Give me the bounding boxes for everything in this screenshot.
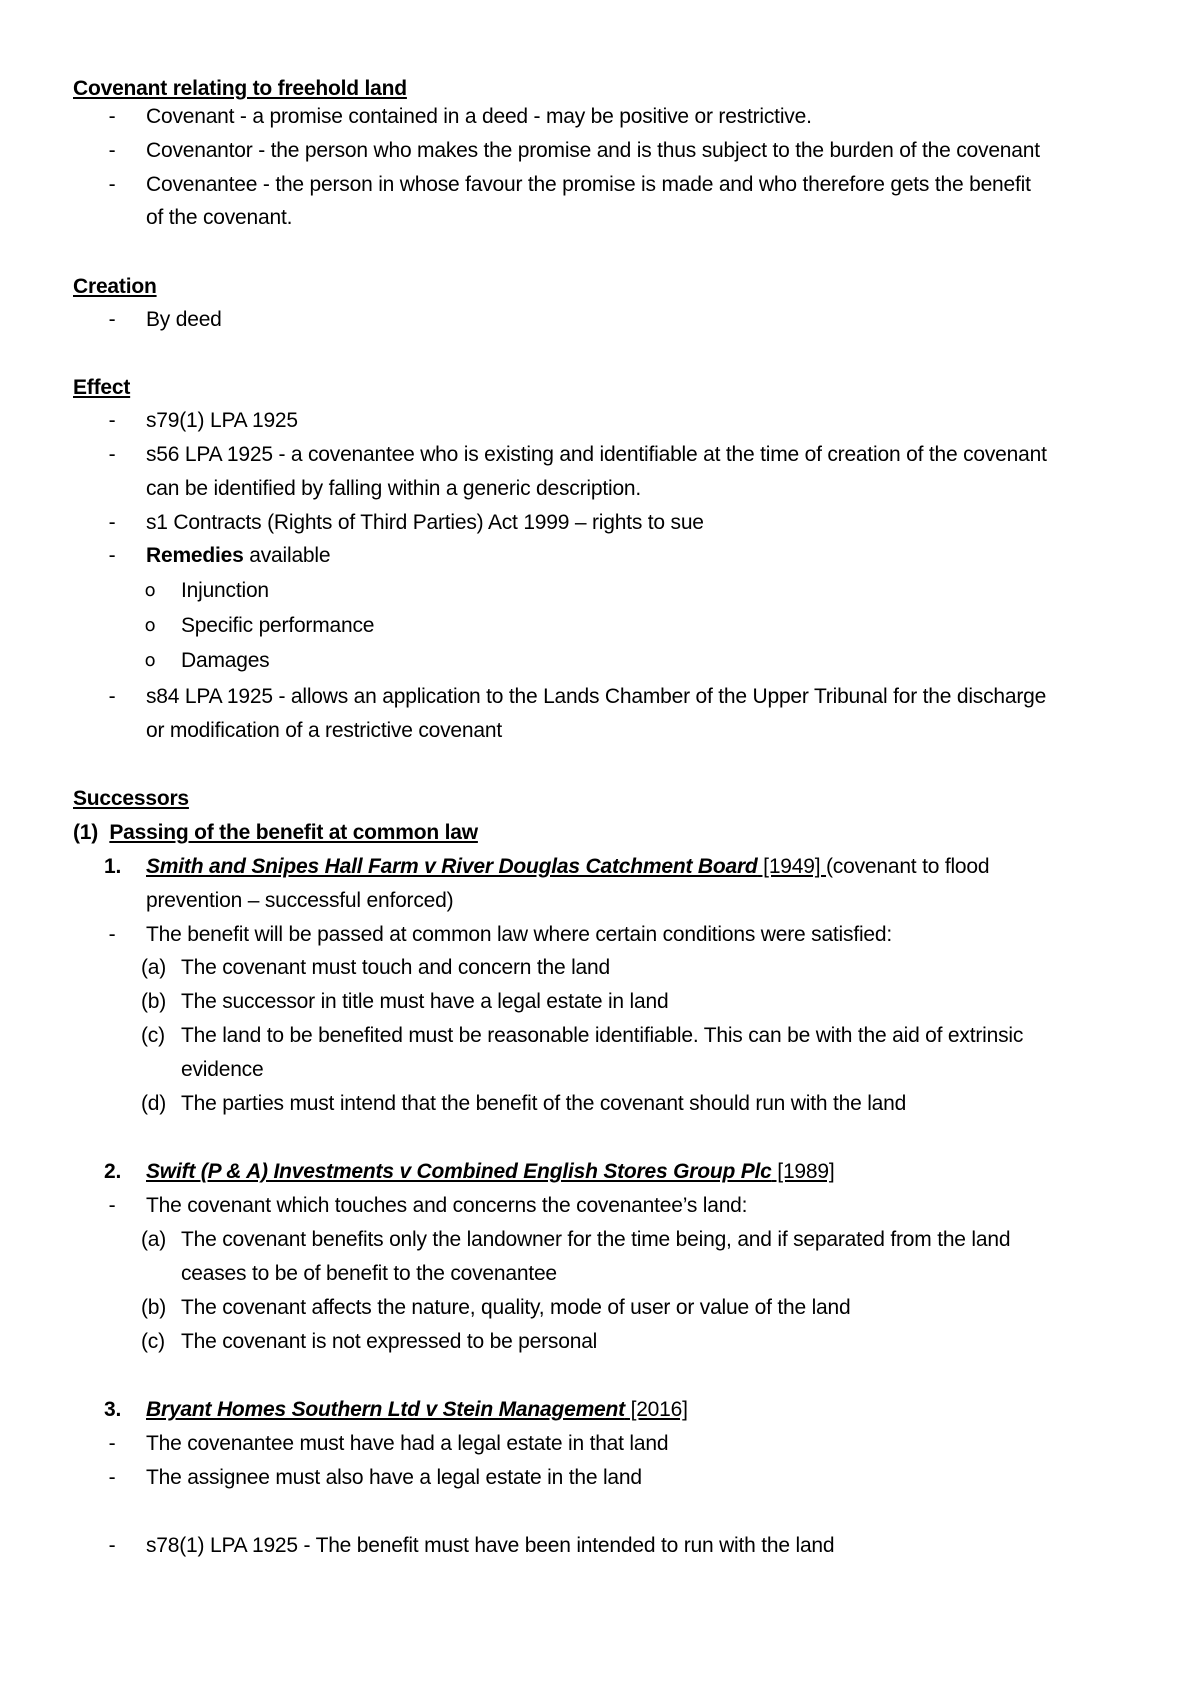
condition-marker: (a) [141,1228,167,1251]
case-year: [2016] [624,1398,688,1421]
condition-text-cont: ceases to be of benefit to the covenantee [181,1262,557,1285]
definition-covenantee-cont: of the covenant. [146,206,293,229]
condition-text: The successor in title must have a legal estate in land [181,990,669,1013]
condition-marker: (a) [141,956,167,979]
case-name: Bryant Homes Southern Ltd v Stein Management [146,1398,625,1421]
case-swift [146,1159,835,1185]
heading-successors: Successors [73,787,189,810]
circle-bullet: o [144,580,156,601]
dash-bullet: - [108,139,116,162]
case-note: (covenant to flood [826,855,990,878]
dash-bullet: - [108,685,116,708]
remedy-item: Injunction [181,579,269,602]
remedies-rest: available [243,544,331,567]
heading-covenant-freehold: Covenant relating to freehold land [73,77,407,100]
condition-marker: (c) [141,1024,165,1047]
s78-point: s78(1) LPA 1925 - The benefit must have been intended to run with the land [146,1534,835,1557]
condition-text: The covenant benefits only the landowner for the time being, and if separated from the land [181,1228,1011,1251]
case3-point: The covenantee must have had a legal estate in that land [146,1432,669,1455]
case-year: [1989] [771,1160,835,1183]
condition-marker: (d) [141,1092,167,1115]
condition-text: The covenant is not expressed to be personal [181,1330,598,1353]
heading-creation: Creation [73,275,157,298]
dash-bullet: - [108,1194,116,1217]
effect-s84: s84 LPA 1925 - allows an application to the Lands Chamber of the Upper Tribunal for the discharge [146,685,1047,708]
case-number: 3. [104,1398,122,1421]
dash-bullet: - [108,544,116,567]
circle-bullet: o [144,615,156,636]
creation-item: By deed [146,308,222,331]
definition-covenantee: Covenantee - the person in whose favour the promise is made and who therefore gets the benefit [146,173,1031,196]
circle-bullet: o [144,650,156,671]
dash-bullet: - [108,173,116,196]
dash-bullet: - [108,923,116,946]
remedy-item: Specific performance [181,614,375,637]
dash-bullet: - [108,105,116,128]
effect-remedies [146,543,330,569]
condition-text: The land to be benefited must be reasonable identifiable. This can be with the aid of extrinsic [181,1024,1024,1047]
case-number: 1. [104,855,122,878]
subheading-passing-benefit [73,820,478,846]
case-note-cont: prevention – successful enforced) [146,889,454,912]
condition-text-cont: evidence [181,1058,264,1081]
definition-covenantor: Covenantor - the person who makes the promise and is thus subject to the burden of the covenant [146,139,1040,162]
case-name: Smith and Snipes Hall Farm v River Douglas Catchment Board [146,855,758,878]
subheading-text: Passing of the benefit at common law [109,821,478,844]
condition-marker: (c) [141,1330,165,1353]
case-smith-snipes [146,854,989,880]
dash-bullet: - [108,511,116,534]
condition-text: The covenant must touch and concern the land [181,956,610,979]
dash-bullet: - [108,308,116,331]
subheading-number: (1) [73,821,99,844]
dash-bullet: - [108,1432,116,1455]
case-number: 2. [104,1160,122,1183]
remedy-item: Damages [181,649,270,672]
condition-marker: (b) [141,990,167,1013]
case3-point: The assignee must also have a legal estate in the land [146,1466,642,1489]
case-year: [1949] [757,855,827,878]
condition-text: The parties must intend that the benefit of the covenant should run with the land [181,1092,907,1115]
effect-s84-cont: or modification of a restrictive covenant [146,719,502,742]
dash-bullet: - [108,1466,116,1489]
case1-intro: The benefit will be passed at common law where certain conditions were satisfied: [146,923,893,946]
dash-bullet: - [108,443,116,466]
dash-bullet: - [108,409,116,432]
effect-s56: s56 LPA 1925 - a covenantee who is existing and identifiable at the time of creation of the covenant [146,443,1047,466]
remedies-label: Remedies [146,544,244,567]
effect-s79: s79(1) LPA 1925 [146,409,298,432]
effect-s56-cont: can be identified by falling within a generic description. [146,477,642,500]
case-bryant [146,1397,688,1423]
condition-marker: (b) [141,1296,167,1319]
heading-effect: Effect [73,376,131,399]
condition-text: The covenant affects the nature, quality, mode of user or value of the land [181,1296,851,1319]
dash-bullet: - [108,1534,116,1557]
effect-s1: s1 Contracts (Rights of Third Parties) Act 1999 – rights to sue [146,511,704,534]
definition-covenant: Covenant - a promise contained in a deed - may be positive or restrictive. [146,105,812,128]
case2-intro: The covenant which touches and concerns the covenantee’s land: [146,1194,748,1217]
case-name: Swift (P & A) Investments v Combined English Stores Group Plc [146,1160,772,1183]
